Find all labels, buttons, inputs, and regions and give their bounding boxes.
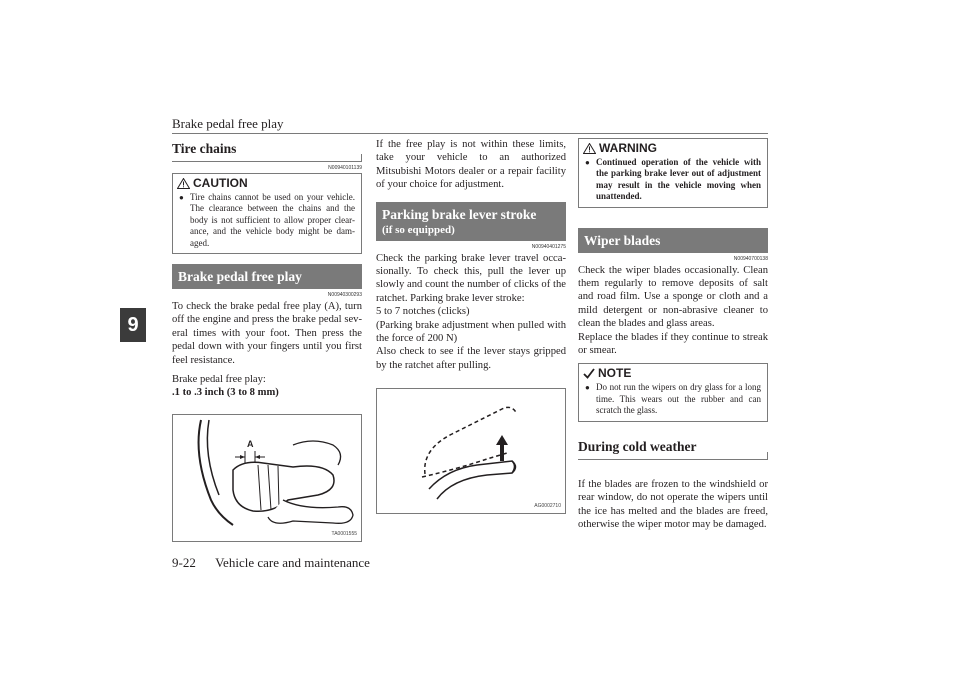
parking-brake-paragraph-4: Also check to see if the lever stays gripped by the ratchet after pulling. xyxy=(376,346,566,371)
page-number: 9-22 xyxy=(172,555,196,570)
caution-triangle-icon xyxy=(177,178,190,189)
warning-box xyxy=(578,138,768,208)
brake-pedal-figure-code: TA0001555 xyxy=(331,530,357,537)
caution-header xyxy=(173,174,361,192)
parking-brake-paragraph-2: 5 to 7 notches (clicks) xyxy=(376,306,470,318)
brake-pedal-code: N00940300293 xyxy=(327,292,362,299)
page-footer xyxy=(172,555,370,571)
parking-brake-title: Parking brake lever stroke xyxy=(382,206,537,222)
column-3 xyxy=(578,138,768,531)
caution-text: Tire chains cannot be used on your vehicle. The clearance between the chains and the body is not sufficient to allow proper clear-ance, and the vehicle body might be dam-aged. xyxy=(190,192,355,248)
wiper-paragraph-1: Check the wiper blades occasionally. Clean them regularly to remove deposits of salt and road film. Use a sponge or cloth and a mild detergent or non-abrasive cleaner to clean the blades and glass areas. xyxy=(578,264,768,330)
cold-weather-heading: During cold weather xyxy=(578,436,768,460)
parking-brake-figure xyxy=(376,388,566,514)
brake-pedal-figure xyxy=(172,414,362,542)
header-rule xyxy=(172,133,768,134)
page-header-title: Brake pedal free play xyxy=(172,116,284,131)
warning-header xyxy=(579,139,767,157)
brake-pedal-spec-value: .1 to .3 inch (3 to 8 mm) xyxy=(172,387,279,399)
column-1 xyxy=(172,138,362,542)
parking-brake-heading xyxy=(376,202,566,241)
label-a: A xyxy=(247,438,254,449)
caution-box xyxy=(172,173,362,254)
note-label: NOTE xyxy=(598,366,632,381)
brake-pedal-spec-label: Brake pedal free play: xyxy=(172,374,266,386)
bullet-icon: ● xyxy=(585,158,590,167)
warning-label: WARNING xyxy=(599,141,657,155)
bullet-icon: ● xyxy=(585,383,590,393)
caution-label: CAUTION xyxy=(193,176,248,190)
brake-pedal-illustration xyxy=(173,415,361,541)
brake-pedal-heading: Brake pedal free play xyxy=(172,264,362,289)
note-check-icon xyxy=(583,368,595,379)
chapter-title: Vehicle care and maintenance xyxy=(215,555,370,570)
wiper-blades-code: N00940700138 xyxy=(733,255,768,262)
note-header xyxy=(579,364,767,382)
parking-brake-code: N00940401275 xyxy=(531,243,566,250)
parking-brake-subtitle: (if so equipped) xyxy=(382,223,455,236)
warning-text: Continued operation of the vehicle with the parking brake lever out of adjustment may result in the vehicle moving when unattended. xyxy=(596,157,761,202)
cold-weather-paragraph: If the blades are frozen to the windshield or rear window, do not operate the wipers until the ice has melted and the blades are freed, otherwise the wiper motor may be damaged. xyxy=(578,478,768,530)
brake-pedal-paragraph: To check the brake pedal free play (A), turn off the engine and press the brake pedal sev-eral times with your foot. Then press the pedal down with your fingers until you first feel resistance. xyxy=(172,301,362,366)
chapter-tab: 9 xyxy=(120,308,146,342)
warning-triangle-icon xyxy=(583,143,596,154)
parking-brake-paragraph-3: (Parking brake adjustment when pulled with the force of 200 N) xyxy=(376,319,566,345)
parking-brake-paragraph-1: Check the parking brake lever travel occa-sionally. To check this, pull the lever up slowly and count the number of clicks of the ratchet. Parking brake lever stroke: xyxy=(376,252,566,304)
tire-chains-code: N00940101139 xyxy=(328,165,362,171)
wiper-blades-heading: Wiper blades xyxy=(578,228,768,253)
note-text: Do not run the wipers on dry glass for a long time. This wears out the rubber and can scratch the glass. xyxy=(596,382,761,416)
bullet-icon: ● xyxy=(179,193,184,202)
column-2 xyxy=(376,138,566,514)
wiper-paragraph-2: Replace the blades if they continue to streak or smear. xyxy=(578,331,768,357)
adjustment-paragraph: If the free play is not within these limits, take your vehicle to an authorized Mitsubishi Motors dealer or a repair facility of your choice for adjustment. xyxy=(376,139,566,191)
tire-chains-heading: Tire chains xyxy=(172,138,362,162)
parking-brake-figure-code: AG0002710 xyxy=(534,503,561,510)
parking-brake-illustration xyxy=(377,389,565,513)
note-box xyxy=(578,363,768,421)
